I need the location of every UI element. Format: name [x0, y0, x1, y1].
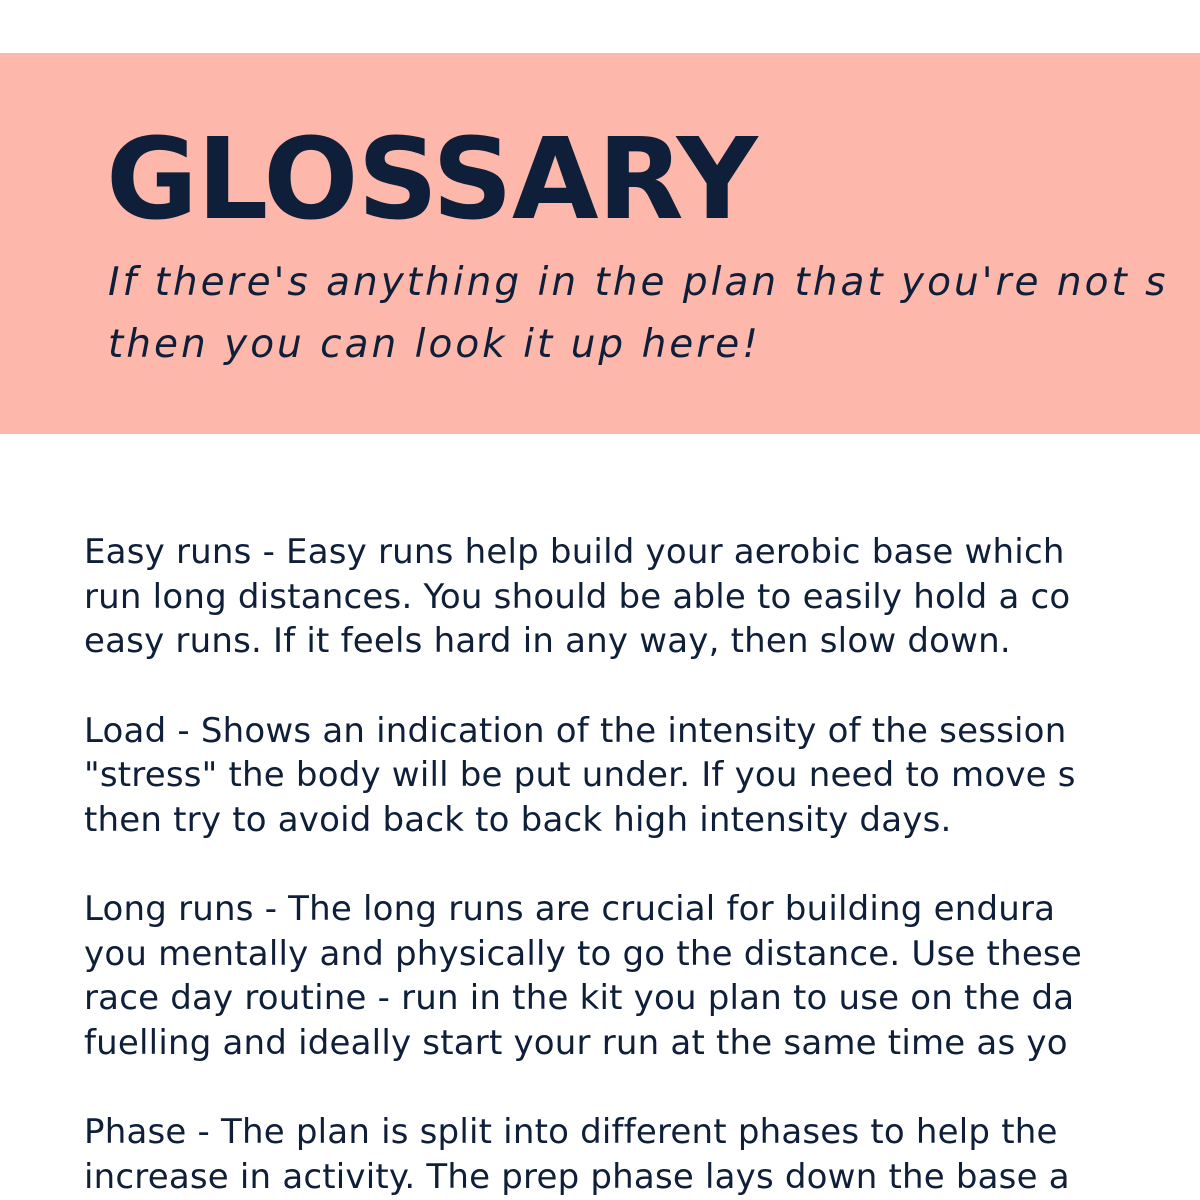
glossary-term: Long runs	[84, 889, 254, 929]
entry-line	[84, 530, 1200, 575]
glossary-entry-easy-runs	[84, 530, 1200, 664]
glossary-entry-long-runs	[84, 887, 1200, 1065]
entry-line: fuelling and ideally start your run at the same time as yo	[84, 1022, 1068, 1063]
glossary-definition: - Easy runs help build your aerobic base which	[251, 532, 1065, 572]
glossary-term: Load	[84, 710, 167, 751]
entry-line: increase in activity. The prep phase lays down the base a	[84, 1156, 1070, 1197]
glossary-term: Easy runs	[84, 532, 252, 572]
glossary-body	[84, 530, 1200, 1200]
glossary-term: Phase	[84, 1112, 187, 1152]
entry-line: then try to avoid back to back high intensity days.	[84, 799, 952, 840]
entry-line: race day routine - run in the kit you plan to use on the da	[84, 978, 1075, 1018]
subtitle-line: If there's anything in the plan that you're not s	[108, 260, 1169, 305]
entry-line	[84, 1110, 1200, 1155]
entry-line: you mentally and physically to go the distance. Use these	[84, 933, 1082, 974]
glossary-definition: - The long runs are crucial for building endura	[253, 889, 1056, 929]
glossary-entry-phase	[84, 1110, 1200, 1199]
glossary-definition: - The plan is split into different phases to help the	[186, 1112, 1058, 1152]
entry-line	[84, 887, 1200, 932]
entry-line: easy runs. If it feels hard in any way, then slow down.	[84, 621, 1011, 661]
glossary-definition: - Shows an indication of the intensity of the session	[166, 710, 1067, 751]
subtitle-line: then you can look it up here!	[108, 322, 761, 367]
entry-line: run long distances. You should be able to easily hold a co	[84, 576, 1071, 617]
glossary-entry-load	[84, 709, 1200, 843]
page-title: GLOSSARY	[106, 115, 757, 245]
entry-line	[84, 709, 1200, 754]
page-subtitle	[108, 252, 1200, 376]
entry-line: "stress" the body will be put under. If you need to move s	[84, 755, 1076, 795]
